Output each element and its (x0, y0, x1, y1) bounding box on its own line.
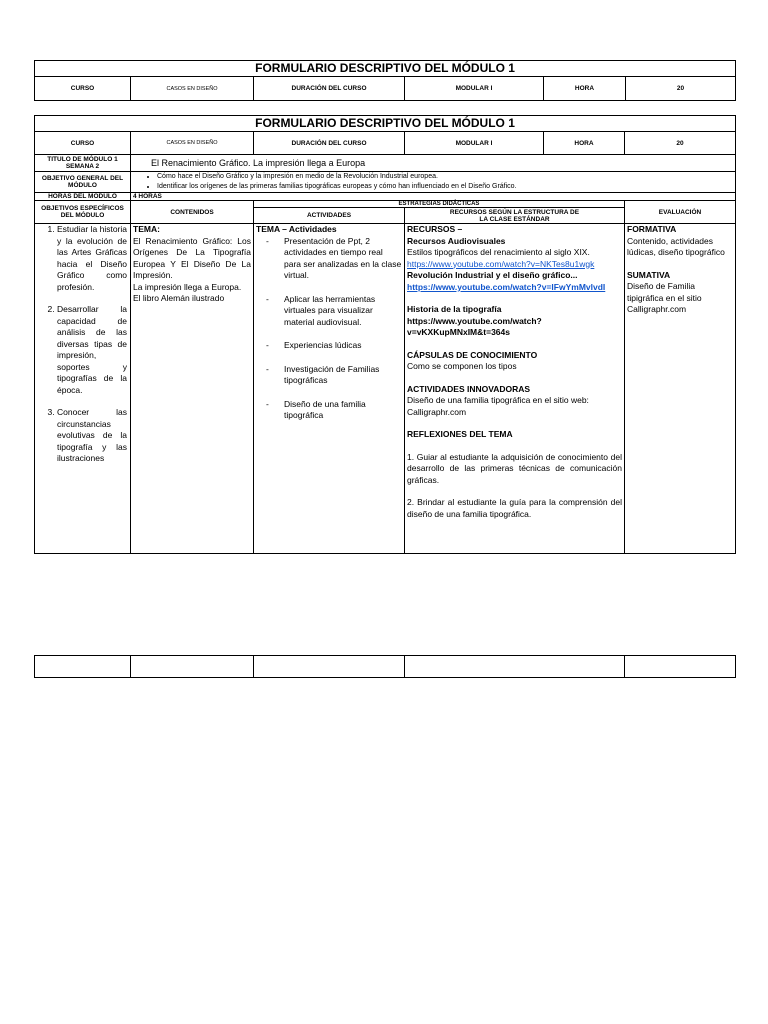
curso-value: CASOS EN DISEÑO (131, 77, 254, 101)
empty-cell (625, 656, 736, 678)
recursos-cell (405, 224, 625, 554)
empty-cell (254, 656, 405, 678)
form-main-table (34, 115, 736, 554)
actividad-item: - Experiencias lúdicas (256, 340, 402, 352)
form-title-2: FORMULARIO DESCRIPTIVO DEL MÓDULO 1 (35, 116, 736, 132)
objetivo-especifico-item: 3. Conocer las circunstancias evolutivas de la tipografía y las ilustraciones (57, 407, 127, 465)
form-title: FORMULARIO DESCRIPTIVO DEL MÓDULO 1 (35, 61, 736, 77)
estrategias-header: ESTRATEGIAS DIDÁCTICAS (254, 201, 625, 208)
actividad-item: - Diseño de una familia tipográfica (256, 399, 402, 422)
contenidos-tema-label: TEMA: (133, 224, 160, 234)
hora-value-2: 20 (625, 132, 736, 155)
formativa-heading: FORMATIVA (627, 224, 677, 234)
capsulas-heading: CÁPSULAS DE CONOCIMIENTO (407, 349, 538, 360)
contenidos-header: CONTENIDOS (131, 201, 254, 224)
duracion-label-2: DURACIÓN DEL CURSO (254, 132, 405, 155)
modular-value: MODULAR I (405, 77, 544, 101)
actividad-item: - Aplicar las herramientas virtuales para visualizar material audiovisual. (256, 294, 402, 329)
capsulas-text: Como se componen los tipos (407, 361, 517, 371)
contenidos-line3: El libro Alemán ilustrado (133, 293, 225, 303)
objetivo-especifico-item: 2. Desarrollar la capacidad de análisis de las diversas tipas de impresión, soportes y tipografías de la época. (57, 304, 127, 396)
modular-value-2: MODULAR I (405, 132, 544, 154)
sumativa-heading: SUMATIVA (627, 269, 671, 280)
youtube-link-3b[interactable]: v=vKXKupMNxIM&t=364s (407, 327, 510, 337)
actividades-list (256, 236, 402, 422)
empty-row-table (34, 655, 736, 678)
horas-modulo-value: 4 HORAS (131, 193, 736, 201)
actividad-item: - Investigación de Familias tipográficas (256, 364, 402, 387)
reflexion-2: 2. Brindar al estudiante la guía para la comprensión del diseño de una familia tipográfica. (407, 497, 622, 519)
objetivo-general-label: OBJETIVO GENERAL DEL MÓDULO (35, 172, 131, 193)
contenidos-cell (131, 224, 254, 554)
objetivo-general-item: • Identificar los orígenes de las primeras familias tipográficas europeas y cómo han influenciado en el Diseño Gráfico. (157, 182, 735, 192)
youtube-link-3a[interactable]: https://www.youtube.com/watch? (407, 315, 542, 326)
objetivos-especificos-list (37, 224, 127, 465)
objetivo-general-list-cell (131, 172, 736, 193)
contenidos-text: El Renacimiento Gráfico: Los Orígenes De La Tipografía Europea Y El Diseño De La Impresión. (133, 235, 251, 280)
recursos-audiovisuales: Recursos Audiovisuales (407, 235, 506, 246)
actividades-cell (254, 224, 405, 554)
contenidos-line2: La impresión llega a Europa. (133, 281, 242, 292)
empty-cell (131, 656, 254, 678)
titulo-modulo-value: El Renacimiento Gráfico. La impresión llega a Europa (131, 155, 736, 172)
empty-cell (35, 656, 131, 678)
youtube-link-1[interactable]: https://www.youtube.com/watch?v=NKTes8u1wgk (407, 258, 595, 269)
hora-label-2: HORA (574, 139, 594, 147)
innovadoras-text: Diseño de una familia tipográfica en el sitio web: Calligraphr.com (407, 395, 589, 417)
recursos-title: RECURSOS – (407, 224, 463, 234)
duracion-label: DURACIÓN DEL CURSO (254, 77, 405, 101)
form-header-table-1 (34, 60, 736, 101)
reflexion-1: 1. Guiar al estudiante la adquisición de conocimiento del desarrollo de las primeras técnicas de comunicación gráficas. (407, 451, 622, 485)
modular-hora-cell (405, 132, 625, 155)
curso-label: CURSO (35, 77, 131, 101)
actividades-tema-label: TEMA – Actividades (256, 224, 337, 234)
sumativa-text: Diseño de Familia tipigráfica en el sitio Calligraphr.com (627, 281, 702, 314)
objetivos-especificos-header: OBJETIVOS ESPECÍFICOS DEL MÓDULO (35, 201, 131, 224)
hora-label: HORA (544, 77, 626, 101)
reflexiones-heading: REFLEXIONES DEL TEMA (407, 429, 513, 439)
titulo-modulo-label: TITULO DE MÓDULO 1 SEMANA 2 (35, 155, 131, 172)
objetivo-especifico-item: 1. Estudiar la historia y la evolución de las Artes Gráficas hacia el Diseño Gráfico como profesión. (57, 224, 127, 293)
curso-value-2: CASOS EN DISEÑO (131, 132, 254, 155)
objetivo-general-list (131, 172, 735, 192)
innovadoras-heading: ACTIVIDADES INNOVADORAS (407, 383, 531, 394)
recursos-historia: Historia de la tipografía (407, 304, 502, 314)
recursos-header: RECURSOS SEGÚN LA ESTRUCTURA DE LA CLASE ESTÁNDAR (405, 208, 625, 224)
formativa-text: Contenido, actividades lúdicas, diseño tipográfico (627, 235, 725, 257)
curso-label-2: CURSO (35, 132, 131, 155)
recursos-estilos: Estilos tipográficos del renacimiento al siglo XIX. (407, 247, 590, 257)
empty-cell (405, 656, 625, 678)
horas-modulo-label: HORAS DEL MÓDULO (35, 193, 131, 201)
evaluacion-cell (625, 224, 736, 554)
evaluacion-header: EVALUACIÓN (625, 201, 736, 224)
youtube-link-2[interactable]: https://www.youtube.com/watch?v=lFwYmMvlvdI (407, 281, 606, 292)
actividades-header: ACTIVIDADES (254, 208, 405, 224)
hora-value: 20 (626, 77, 736, 101)
actividad-item: - Presentación de Ppt, 2 actividades en tiempo real para ser analizadas en la clase virtual. (256, 236, 402, 282)
objetivo-general-item: • Cómo hace el Diseño Gráfico y la impresión en medio de la Revolución Industrial europea. (157, 172, 735, 182)
recursos-revolucion: Revolución Industrial y el diseño gráfico... (407, 270, 578, 280)
objetivos-especificos-cell (35, 224, 131, 554)
